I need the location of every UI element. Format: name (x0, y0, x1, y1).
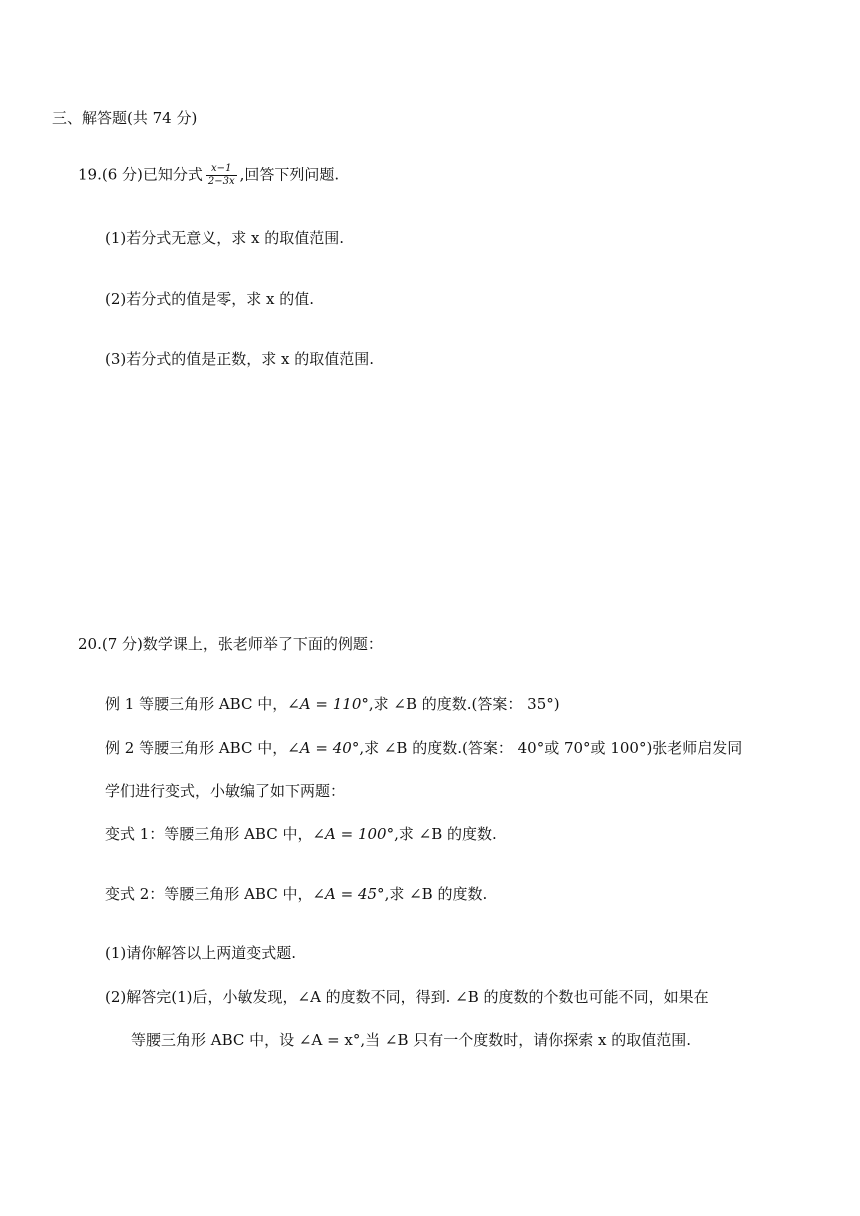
variant-2-math: ∠A = 45° (312, 885, 385, 903)
fraction-denominator: 2−3x (207, 176, 235, 187)
q20-part-1: (1)请你解答以上两道变式题. (105, 944, 297, 962)
example-2-continuation: 学们进行变式，小敏编了如下两题： (105, 782, 346, 800)
example-2-prefix: 例 2 等腰三角形 ABC 中， (105, 739, 288, 757)
q19-intro-before: 19.(6 分)已知分式 (78, 165, 203, 184)
example-1-suffix: ,求 ∠B 的度数.(答案： 35°) (368, 695, 560, 713)
variant-1-suffix: ,求 ∠B 的度数. (394, 825, 497, 843)
question-20-intro: 20.(7 分)数学课上，张老师举了下面的例题： (78, 635, 383, 653)
example-1-math: ∠A = 110° (287, 695, 369, 713)
example-2 (105, 738, 742, 758)
variant-2-prefix: 变式 2：等腰三角形 ABC 中， (105, 885, 313, 903)
example-2-suffix: ,求 ∠B 的度数.(答案： 40°或 70°或 100°)张老师启发同 (359, 739, 743, 757)
q19-part-1: (1)若分式无意义，求 x 的取值范围. (105, 229, 345, 247)
fraction-numerator: x−1 (206, 163, 237, 176)
variant-1 (105, 824, 497, 844)
q19-part-2: (2)若分式的值是零，求 x 的值. (105, 290, 315, 308)
section-title: 三、解答题(共 74 分) (52, 109, 198, 127)
variant-1-prefix: 变式 1：等腰三角形 ABC 中， (105, 825, 313, 843)
question-19-intro (78, 163, 339, 188)
q19-intro-after: ,回答下列问题. (239, 165, 340, 184)
q20-part-2-line-2: 等腰三角形 ABC 中，设 ∠A = x°,当 ∠B 只有一个度数时，请你探索 x 的取值范围. (131, 1031, 692, 1049)
variant-1-math: ∠A = 100° (312, 825, 395, 843)
variant-2-suffix: ,求 ∠B 的度数. (384, 885, 488, 903)
q20-part-2-line-1: (2)解答完(1)后，小敏发现，∠A 的度数不同，得到. ∠B 的度数的个数也可能不同，如果在 (105, 988, 709, 1006)
example-1-prefix: 例 1 等腰三角形 ABC 中， (105, 695, 288, 713)
q19-fraction (206, 163, 237, 188)
q19-part-3: (3)若分式的值是正数，求 x 的取值范围. (105, 350, 375, 368)
example-2-math: ∠A = 40° (287, 739, 360, 757)
variant-2 (105, 884, 487, 904)
example-1 (105, 694, 560, 714)
